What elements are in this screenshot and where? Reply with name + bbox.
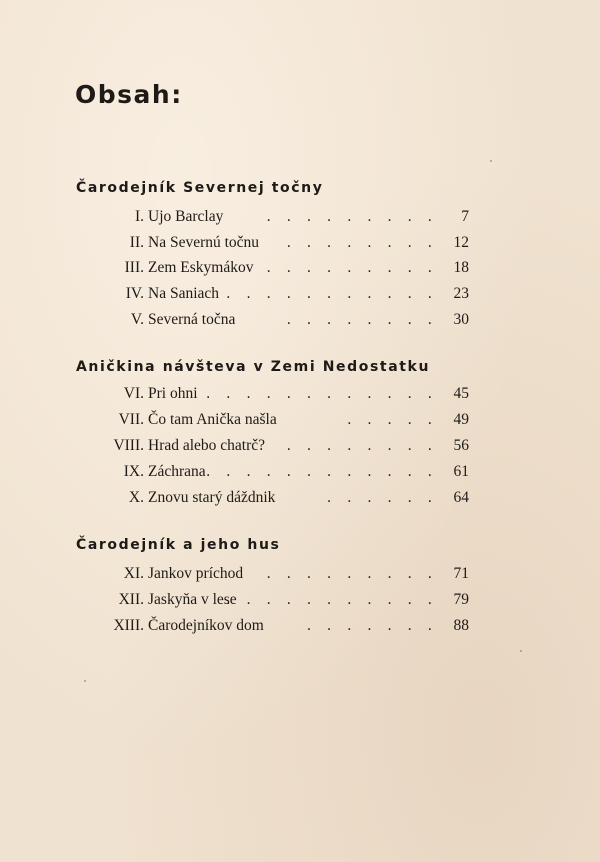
paper-speck: [490, 160, 492, 162]
chapter-title: Ujo Barclay: [148, 208, 224, 225]
chapter-number: II.: [129, 234, 144, 251]
chapter-number: X.: [128, 489, 144, 506]
chapter-number: XIII.: [113, 617, 144, 634]
chapter-number: XI.: [123, 565, 144, 582]
chapter-title: Hrad alebo chatrč?: [148, 437, 266, 454]
dot-leader: . . . . .: [347, 411, 438, 428]
toc-entry: [0, 591, 600, 611]
chapter-number: XII.: [118, 591, 144, 608]
page-number: 23: [453, 285, 469, 302]
page-number: 71: [453, 565, 469, 582]
chapter-title: Pri ohni: [148, 385, 198, 402]
chapter-number: I.: [134, 208, 144, 225]
page-number: 79: [453, 591, 469, 608]
page-number: 61: [453, 463, 469, 480]
chapter-number: VI.: [123, 385, 144, 402]
page-title: Obsah:: [75, 80, 183, 109]
toc-entry: [0, 285, 600, 305]
chapter-title: Na Severnú točnu: [148, 234, 260, 251]
dot-leader: . . . . . . . .: [286, 311, 438, 328]
dot-leader: . . . . . . . . . . . .: [206, 385, 438, 402]
chapter-title: Znovu starý dáždnik: [148, 489, 276, 506]
chapter-number: V.: [130, 311, 144, 328]
page-number: 7: [461, 208, 469, 225]
dot-leader: . . . . . . . .: [286, 437, 438, 454]
toc-entry: [0, 617, 600, 637]
chapter-title: Čo tam Anička našla: [148, 411, 277, 428]
page-number: 64: [453, 489, 469, 506]
paper-speck: [520, 650, 522, 652]
dot-leader: . . . . . .: [327, 489, 438, 506]
chapter-title: Jankov príchod: [148, 565, 244, 582]
chapter-number: IV.: [125, 285, 144, 302]
page-number: 49: [453, 411, 469, 428]
page-number: 88: [453, 617, 469, 634]
dot-leader: . . . . . . .: [307, 617, 438, 634]
dot-leader: . . . . . . . .: [286, 234, 438, 251]
toc-entry: [0, 411, 600, 431]
section-title: Čarodejník Severnej točny: [76, 180, 324, 196]
page-number: 30: [453, 311, 469, 328]
toc-entry: [0, 437, 600, 457]
chapter-title: Severná točna: [148, 311, 236, 328]
section-title: Čarodejník a jeho hus: [76, 537, 281, 553]
paper-speck: [84, 680, 86, 682]
toc-entry: [0, 234, 600, 254]
chapter-title: Jaskyňa v lese: [148, 591, 237, 608]
chapter-title: Záchrana: [148, 463, 206, 480]
toc-entry: [0, 565, 600, 585]
chapter-title: Zem Eskymákov: [148, 259, 254, 276]
toc-entry: [0, 311, 600, 331]
dot-leader: . . . . . . . . .: [266, 208, 438, 225]
toc-entry: [0, 463, 600, 483]
chapter-title: Čarodejníkov dom: [148, 617, 264, 634]
dot-leader: . . . . . . . . .: [266, 565, 438, 582]
dot-leader: . . . . . . . . . . . .: [206, 463, 438, 480]
chapter-number: IX.: [123, 463, 144, 480]
page-number: 12: [453, 234, 469, 251]
section-title: Aničkina návšteva v Zemi Nedostatku: [76, 359, 431, 375]
dot-leader: . . . . . . . . .: [266, 259, 438, 276]
toc-entry: [0, 259, 600, 279]
page-number: 56: [453, 437, 469, 454]
dot-leader: . . . . . . . . . . .: [226, 591, 438, 608]
chapter-number: VIII.: [113, 437, 144, 454]
toc-entry: [0, 208, 600, 228]
page-number: 45: [453, 385, 469, 402]
chapter-number: VII.: [118, 411, 144, 428]
dot-leader: . . . . . . . . . . .: [226, 285, 438, 302]
page-number: 18: [453, 259, 469, 276]
toc-entry: [0, 385, 600, 405]
chapter-number: III.: [124, 259, 144, 276]
toc-entry: [0, 489, 600, 509]
chapter-title: Na Saniach: [148, 285, 220, 302]
